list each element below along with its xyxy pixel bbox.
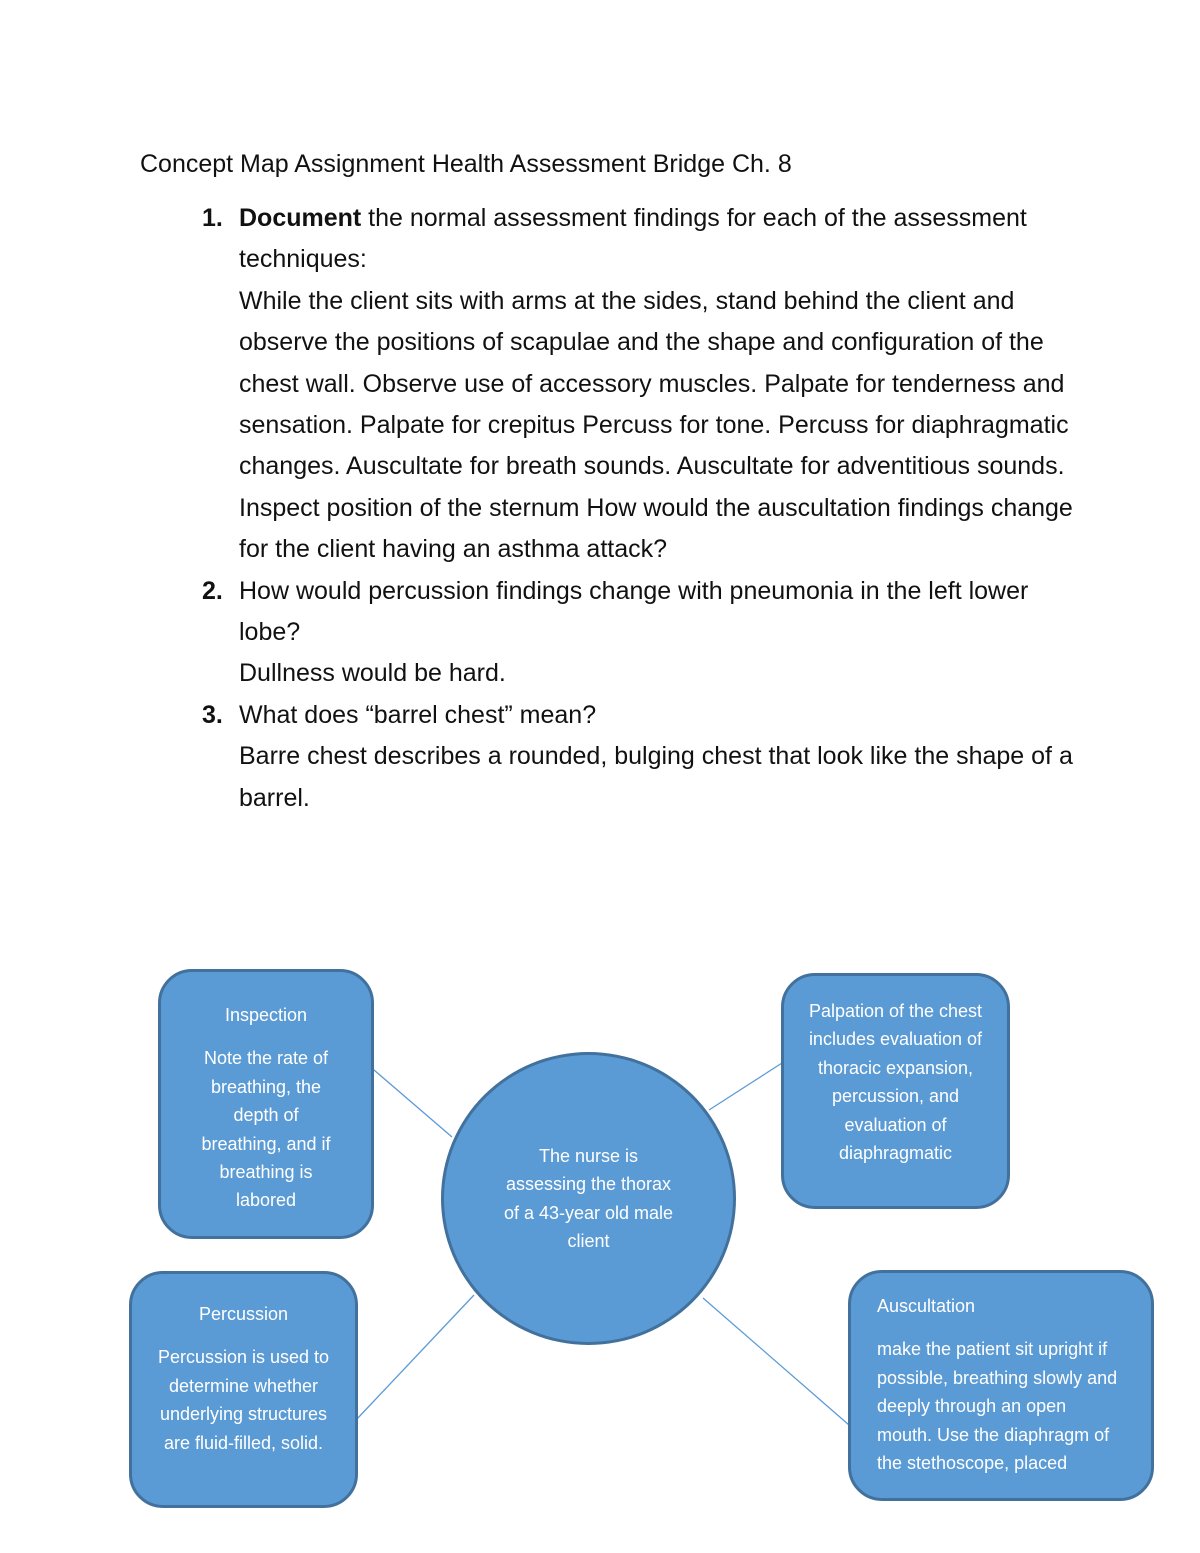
- auscultation-text: make the patient sit upright if possible, breathing slowly and deeply through an open mouth. Use the diaphragm of the stethoscope, placed: [877, 1339, 1118, 1474]
- question-answer: Barre chest describes a rounded, bulging chest that look like the shape of a barrel.: [239, 742, 1073, 812]
- question-number: 2.: [202, 576, 223, 605]
- palpation-text: Palpation of the chest includes evaluation of thoracic expansion, percussion, and evaluation of diaphragmatic: [808, 1001, 983, 1164]
- question-number: 1.: [202, 204, 223, 232]
- question-lead-bold: Document: [239, 204, 362, 232]
- center-text: The nurse is assessing the thorax of a 43-year old male client: [503, 1145, 674, 1251]
- auscultation-title: Auscultation: [877, 1296, 976, 1316]
- connector-percussion: [356, 1295, 474, 1420]
- percussion-box: [129, 1271, 358, 1508]
- percussion-title: Percussion: [198, 1304, 289, 1324]
- question-prompt: How would percussion findings change with pneumonia in the left lower lobe?: [239, 576, 1029, 647]
- question-answer: While the client sits with arms at the sides, stand behind the client and observe the positions of scapulae and the shape and configuration of the chest wall. Observe use of accessory muscles. Palpate for tenderness and sensation. Palpate for crepitus Percuss for tone. Percuss for diaphragmatic changes. Auscultate for breath sounds. Auscultate for adventitious sounds. Inspect position of the sternum How would the auscultation findings change for the client having an asthma attack?: [239, 286, 1073, 564]
- auscultation-box: [848, 1270, 1154, 1501]
- percussion-text: Percussion is used to determine whether underlying structures are fluid-filled, solid.: [157, 1347, 330, 1453]
- connector-palpation: [709, 1063, 782, 1110]
- connector-inspection: [374, 1070, 452, 1137]
- question-lead-text: the normal assessment findings for each of the assessment techniques:: [239, 204, 1027, 274]
- palpation-box: [781, 973, 1010, 1209]
- connector-auscultation: [703, 1298, 849, 1425]
- inspection-text: Note the rate of breathing, the depth of breathing, and if breathing is labored: [201, 1048, 331, 1211]
- inspection-box: [158, 969, 374, 1239]
- center-circle: [441, 1052, 736, 1345]
- inspection-title: Inspection: [224, 1005, 308, 1025]
- question-number: 3.: [202, 700, 223, 729]
- page-title: Concept Map Assignment Health Assessment Bridge Ch. 8: [140, 150, 792, 178]
- question-prompt: What does “barrel chest” mean?: [239, 700, 597, 729]
- question-answer: Dullness would be hard.: [239, 659, 506, 688]
